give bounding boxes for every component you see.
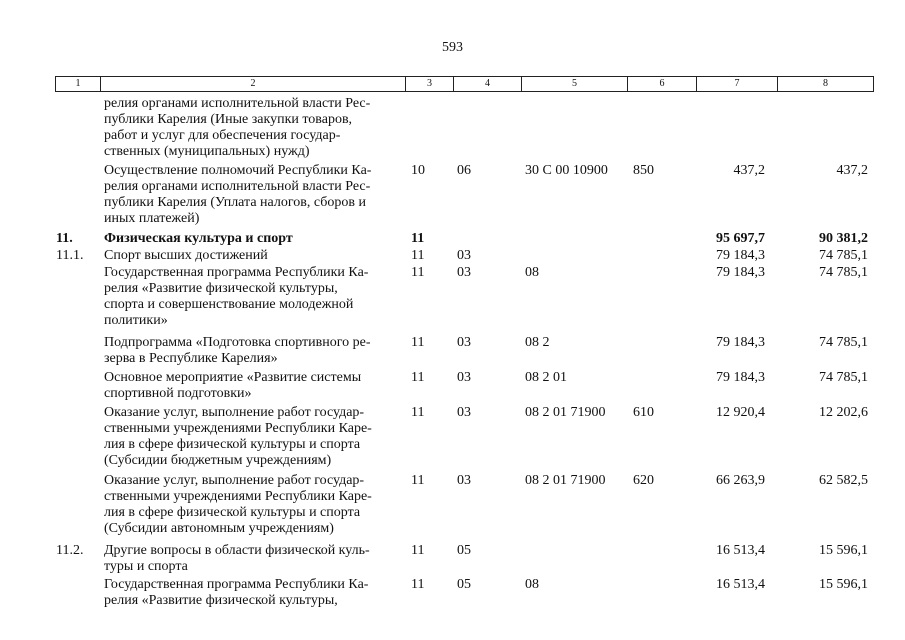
row-expense-type: 620: [633, 473, 654, 488]
row-target-code: 08 2 01: [525, 370, 567, 385]
row-name: Государственная программа Республики Ка- релия «Развитие физической культуры, спорта и совершенствование молодежной политики»: [104, 265, 369, 328]
row-subsection: 03: [457, 335, 471, 350]
header-col-8: 8: [823, 78, 828, 89]
row-expense-type: 850: [633, 163, 654, 178]
row-name: Спорт высших достижений: [104, 248, 268, 263]
header-col-7: 7: [734, 78, 740, 89]
row-amount-1: 66 263,9: [716, 473, 765, 488]
row-amount-2: 62 582,5: [819, 473, 868, 488]
row-subsection: 03: [457, 248, 471, 263]
row-target-code: 08: [525, 265, 539, 280]
row-subsection: 03: [457, 370, 471, 385]
header-col-6: 6: [659, 78, 665, 89]
row-section: 11: [411, 335, 425, 350]
row-amount-2: 74 785,1: [819, 265, 868, 280]
row-name: Основное мероприятие «Развитие системы спортивной подготовки»: [104, 370, 362, 401]
row-amount-1: 79 184,3: [716, 248, 765, 263]
row-subsection: 03: [457, 405, 471, 420]
row-section: 11: [411, 231, 425, 246]
row-subsection: 03: [457, 473, 471, 488]
row-section: 11: [411, 543, 425, 558]
row-amount-2: 437,2: [836, 163, 868, 178]
row-target-code: 30 С 00 10900: [525, 163, 608, 178]
column-header-row: [55, 76, 874, 92]
row-name: Подпрограмма «Подготовка спортивного ре- зерва в Республике Карелия»: [104, 335, 371, 366]
header-col-3: 3: [427, 78, 432, 89]
row-amount-1: 79 184,3: [716, 370, 765, 385]
row-section: 11: [411, 248, 425, 263]
row-amount-1: 95 697,7: [716, 231, 765, 246]
row-name: Оказание услуг, выполнение работ государ- ственными учреждениями Республики Каре- лия в сфере физической культуры и спорта (Субсидии бюджетным учреждениям): [104, 405, 372, 468]
row-amount-2: 90 381,2: [819, 231, 868, 246]
row-section: 11: [411, 577, 425, 592]
row-name: Другие вопросы в области физической куль- туры и спорта: [104, 543, 370, 574]
row-section: 11: [411, 473, 425, 488]
row-name: Оказание услуг, выполнение работ государ- ственными учреждениями Республики Каре- лия в сфере физической культуры и спорта (Субсидии автономным учреждениям): [104, 473, 372, 536]
row-section: 11: [411, 370, 425, 385]
row-amount-2: 74 785,1: [819, 248, 868, 263]
row-amount-2: 15 596,1: [819, 577, 868, 592]
row-number: 11.: [56, 231, 73, 246]
row-name: релия органами исполнительной власти Рес- публики Карелия (Иные закупки товаров, работ и услуг для обеспечения государ- ственных (муниципальных) нужд): [104, 96, 371, 159]
header-col-2: 2: [250, 78, 256, 89]
row-number: 11.2.: [56, 543, 84, 558]
header-col-1: 1: [75, 78, 81, 89]
row-section: 11: [411, 405, 425, 420]
row-name: Осуществление полномочий Республики Ка- релия органами исполнительной власти Рес- публики Карелия (Уплата налогов, сборов и иных платежей): [104, 163, 372, 226]
header-col-4: 4: [485, 78, 490, 89]
row-subsection: 03: [457, 265, 471, 280]
row-amount-2: 74 785,1: [819, 335, 868, 350]
row-amount-2: 74 785,1: [819, 370, 868, 385]
row-amount-1: 437,2: [733, 163, 765, 178]
row-amount-2: 15 596,1: [819, 543, 868, 558]
row-amount-1: 16 513,4: [716, 577, 765, 592]
row-amount-1: 16 513,4: [716, 543, 765, 558]
row-section: 11: [411, 265, 425, 280]
row-name: Физическая культура и спорт: [104, 231, 293, 246]
header-col-5: 5: [572, 78, 577, 89]
row-name: Государственная программа Республики Ка- релия «Развитие физической культуры,: [104, 577, 369, 608]
row-target-code: 08 2 01 71900: [525, 473, 606, 488]
row-section: 10: [411, 163, 425, 178]
page-number: 593: [442, 40, 463, 55]
row-target-code: 08: [525, 577, 539, 592]
row-subsection: 05: [457, 543, 471, 558]
row-amount-2: 12 202,6: [819, 405, 868, 420]
row-subsection: 05: [457, 577, 471, 592]
row-expense-type: 610: [633, 405, 654, 420]
row-amount-1: 79 184,3: [716, 335, 765, 350]
row-amount-1: 12 920,4: [716, 405, 765, 420]
row-amount-1: 79 184,3: [716, 265, 765, 280]
row-number: 11.1.: [56, 248, 84, 263]
row-subsection: 06: [457, 163, 471, 178]
row-target-code: 08 2: [525, 335, 550, 350]
row-target-code: 08 2 01 71900: [525, 405, 606, 420]
